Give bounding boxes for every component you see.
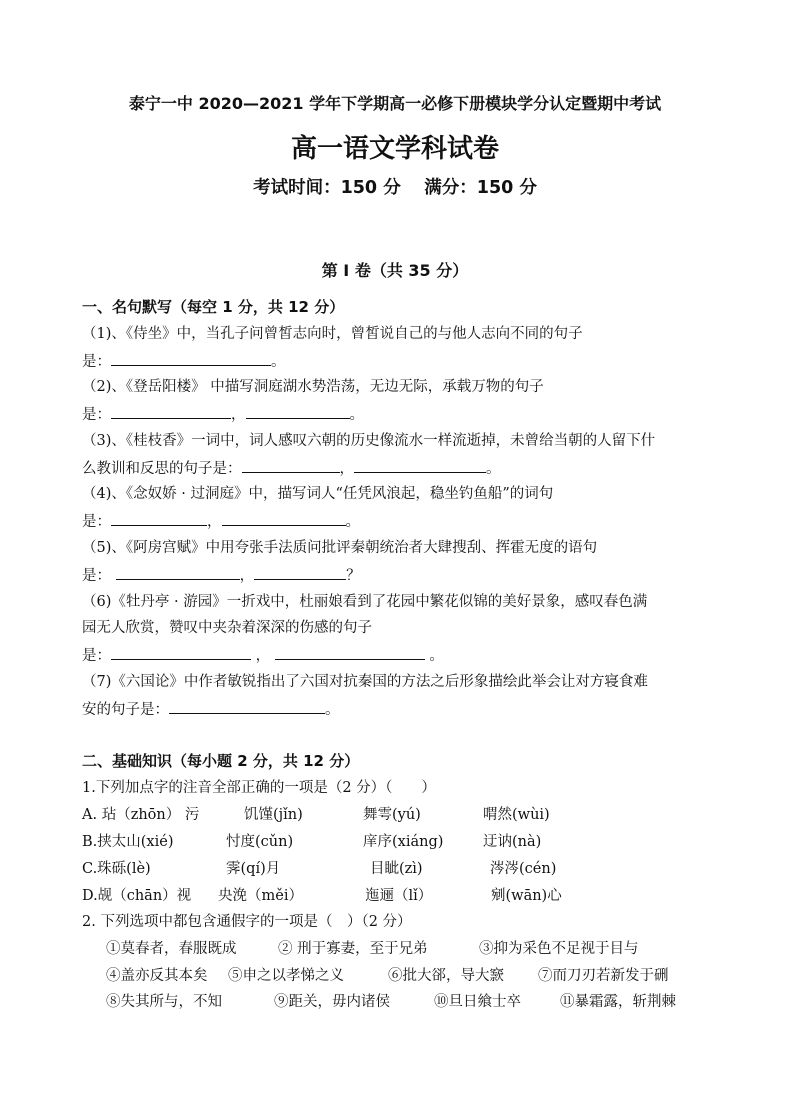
- answer-blank[interactable]: [111, 351, 271, 366]
- answer-blank[interactable]: [275, 645, 425, 660]
- q1-7-text: （7)《六国论》中作者敏锐指出了六国对抗秦国的方法之后形象描绘此举会让对方寝食难: [82, 674, 648, 690]
- section2-heading: 二、基础知识（每小题 2 分，共 12 分）: [82, 752, 360, 770]
- answer-blank[interactable]: [111, 404, 231, 419]
- q1-3-answer: 么教训和反思的句子是： ， 。: [82, 458, 501, 479]
- answer-blank[interactable]: [254, 565, 346, 580]
- answer-blank[interactable]: [111, 645, 251, 660]
- q1-2-text: （2)、《登岳阳楼》 中描写洞庭湖水势浩荡，无边无际，承载万物的句子: [82, 379, 544, 395]
- q1-6-answer: 是： ， 。: [82, 645, 444, 666]
- answer-blank[interactable]: [354, 458, 486, 473]
- answer-blank[interactable]: [111, 511, 207, 526]
- volume-heading: 第 I 卷（共 35 分）: [321, 261, 469, 280]
- q1-1-text: （1)、《侍坐》中，当孔子问曾皙志向时，曾皙说自己的与他人志向不同的句子: [82, 326, 583, 342]
- q2-2-stem: 2. 下列选项中都包含通假字的一项是（ ）（2 分）: [82, 914, 412, 930]
- q1-5-text: （5)、《阿房宫赋》中用夸张手法质问批评秦朝统治者大肆搜刮、挥霍无度的语句: [82, 540, 598, 556]
- school-exam-line: 泰宁一中 2020—2021 学年下学期高一必修下册模块学分认定暨期中考试: [128, 94, 662, 113]
- q1-4-answer: 是： ， 。: [82, 511, 360, 532]
- section1-heading: 一、名句默写（每空 1 分，共 12 分）: [82, 298, 345, 316]
- time-score-line: 考试时间：150 分 满分：150 分: [253, 178, 537, 198]
- q1-4-text: （4)、《念奴娇 · 过洞庭》中，描写词人“任凭风浪起，稳坐钓鱼船”的词句: [82, 486, 554, 502]
- answer-blank[interactable]: [116, 565, 240, 580]
- answer-blank[interactable]: [246, 404, 350, 419]
- answer-blank[interactable]: [222, 511, 346, 526]
- q1-5-answer: 是： ， ？: [82, 565, 361, 586]
- answer-blank[interactable]: [169, 699, 325, 714]
- q1-7-answer: 安的句子是： 。: [82, 699, 340, 720]
- answer-blank[interactable]: [242, 458, 340, 473]
- q1-3-text: （3)、《桂枝香》一词中，词人感叹六朝的历史像流水一样流逝掉，未曾给当朝的人留下什: [82, 433, 656, 449]
- q1-1-answer: 是： 。: [82, 351, 286, 372]
- q2-1-stem: 1.下列加点字的注音全部正确的一项是（2 分）（ ）: [82, 780, 436, 796]
- q1-2-answer: 是： ， 。: [82, 404, 364, 425]
- page-title: 高一语文学科试卷: [290, 134, 499, 164]
- q1-6-text2: 园无人欣赏，赞叹中夹杂着深深的伤感的句子: [82, 620, 372, 636]
- q1-6-text: （6)《牡丹亭 · 游园》一折戏中，杜丽娘看到了花园中繁花似锦的美好景象，感叹春色满: [82, 594, 648, 610]
- exam-page: 泰宁一中 2020—2021 学年下学期高一必修下册模块学分认定暨期中考试 高一语文学科试卷 考试时间：150 分 满分：150 分 第 I 卷（共 35 分） 一、名句默写（每空 1 分，共 12 分） （1)、《侍坐》中，当孔子问曾皙志向时，曾皙说自己的与他人志向不同的句子 是： 。 （2)、《登岳阳楼》 中描写洞庭湖水势浩荡，无边无际，承载万物的句子 是： ， 。 （3)、《桂枝香》一词中，词人感叹六朝的历史像流水一样流逝掉，未曾给当朝的人留下什 么教训和反思的句子是： ， 。 （4)、《念奴娇 · 过洞庭》中，描写词人“任凭风浪起，稳坐钓鱼船”的词句 是： ， 。 （5)、《阿房宫赋》中用夸张手法质问批评秦朝统治者大肆搜刮、挥霍无度的语句 是： ， ？ （6)《牡丹亭 · 游园》一折戏中，杜丽娘看到了花园中繁花似锦的美好景象，感叹春色满 园无人欣赏，赞叹中夹杂着深深的伤感的句子 是： ， 。 （7)《六国论》中作者敏锐指出了六国对抗秦国的方法之后形象描绘此举会让对方寝食难 安的句子是： 。 二、基础知识（每小题 2 分，共 12 分） 1.下列加点字的注音全部正确的一项是（2 分）（ ） A. 玷（zhōn） 污 饥馑(jǐn) 舞雩(yú) 喟然(wùi) B.挟太山(xié) 忖度(cǔn) 庠序(xiáng) 迂讷(nà) C.珠砾(lè) 霁(qí)月 目眦(zì) 涔涔(cén) D.觇（chān）视 央浼（měi） 迤逦（lǐ） 剜(wān)心 2. 下列选项中都包含通假字的一项是（ ）（2 分） ①莫春者，春服既成 ② 刑于寡妻，至于兄弟 ③抑为采色不足视于目与 ④盖亦反其本矣 ⑤申之以孝悌之义 ⑥批大郤，导大窾 ⑦而刀刃若新发于硎 ⑧失其所与，不知 ⑨距关，毋内诸侯 ⑩旦日飨士卒 ⑪暴霜露，斩荆棘: [0, 0, 790, 1119]
